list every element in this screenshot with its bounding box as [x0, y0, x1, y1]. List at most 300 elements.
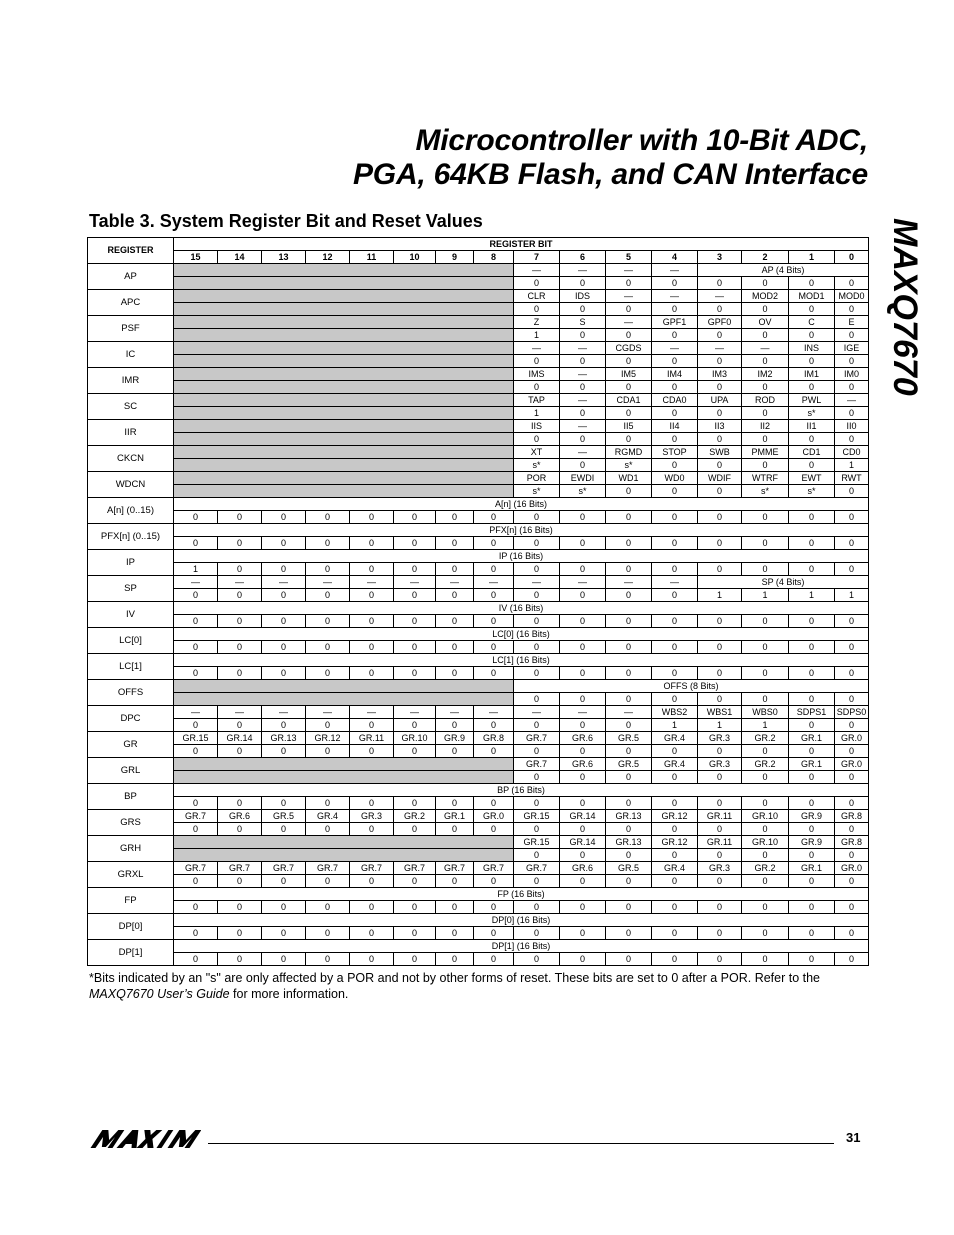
- reset-value-cell: 0: [350, 953, 394, 966]
- reset-value-cell: 0: [742, 771, 789, 784]
- reset-value-cell: 0: [436, 667, 474, 680]
- reset-value-cell: 0: [262, 641, 306, 654]
- reset-value-cell: 0: [560, 667, 606, 680]
- bit-field-cell: IM2: [742, 368, 789, 381]
- reset-value-cell: 0: [652, 485, 698, 498]
- bit-field-cell: XT: [514, 446, 560, 459]
- reset-value-cell: 0: [560, 693, 606, 706]
- reset-value-cell: 0: [474, 901, 514, 914]
- bit-field-cell: GR.9: [789, 836, 835, 849]
- reset-value-cell: 0: [698, 303, 742, 316]
- bit-field-cell: WBS0: [742, 706, 789, 719]
- bit-field-cell: —: [514, 706, 560, 719]
- reset-value-cell: 0: [652, 329, 698, 342]
- reset-value-cell: 0: [742, 459, 789, 472]
- bit-field-cell: GR.11: [350, 732, 394, 745]
- document-title-line-2: PGA, 64KB Flash, and CAN Interface: [353, 158, 868, 191]
- reset-value-cell: 0: [350, 875, 394, 888]
- reset-value-cell: 0: [262, 823, 306, 836]
- bit-field-cell: GR.5: [262, 810, 306, 823]
- bit-field-cell: EWT: [789, 472, 835, 485]
- reset-value-cell: 0: [514, 667, 560, 680]
- bit-field-cell: —: [436, 706, 474, 719]
- bit-field-cell: IP (16 Bits): [174, 550, 869, 563]
- reset-value-cell: 0: [652, 511, 698, 524]
- bit-field-cell: CDA1: [606, 394, 652, 407]
- register-reset-row-sc: [88, 407, 869, 420]
- reset-value-cell: 0: [606, 303, 652, 316]
- reset-value-cell: 0: [606, 329, 652, 342]
- reset-value-cell: 0: [652, 303, 698, 316]
- bit-field-cell: —: [652, 290, 698, 303]
- bit-field-cell: GR.13: [262, 732, 306, 745]
- reset-value-cell: 0: [262, 953, 306, 966]
- register-reset-row-dp-1: [88, 953, 869, 966]
- reset-value-cell: 0: [742, 381, 789, 394]
- unused-bits-cell: [174, 771, 514, 784]
- reset-value-cell: 0: [742, 823, 789, 836]
- bit-field-cell: GR.5: [606, 758, 652, 771]
- reset-value-cell: 0: [789, 511, 835, 524]
- reset-value-cell: 0: [350, 823, 394, 836]
- reset-value-cell: 0: [350, 537, 394, 550]
- bit-field-cell: GR.14: [560, 810, 606, 823]
- reset-value-cell: 0: [652, 433, 698, 446]
- bit-field-cell: —: [560, 446, 606, 459]
- reset-value-cell: 0: [652, 875, 698, 888]
- reset-value-cell: 0: [218, 537, 262, 550]
- bit-field-cell: MOD1: [789, 290, 835, 303]
- reset-value-cell: 0: [835, 797, 869, 810]
- reset-value-cell: 0: [652, 771, 698, 784]
- bit-field-cell: GR.11: [698, 836, 742, 849]
- reset-value-cell: 0: [698, 537, 742, 550]
- reset-value-cell: 0: [789, 797, 835, 810]
- reset-value-cell: 0: [218, 745, 262, 758]
- reset-value-cell: 0: [789, 901, 835, 914]
- reset-value-cell: 0: [560, 823, 606, 836]
- bit-field-cell: GR.7: [174, 862, 218, 875]
- reset-value-cell: 0: [474, 667, 514, 680]
- footnote-text-end: for more information.: [229, 987, 349, 1001]
- register-row-gr: [88, 732, 869, 745]
- bit-field-cell: IM0: [835, 368, 869, 381]
- register-row-a-n-0-15: [88, 498, 869, 511]
- bit-field-cell: GR.12: [652, 810, 698, 823]
- bit-field-cell: MOD0: [835, 290, 869, 303]
- reset-value-cell: 0: [606, 901, 652, 914]
- reset-value-cell: 0: [789, 433, 835, 446]
- reset-value-cell: 0: [835, 875, 869, 888]
- bit-field-cell: GR.7: [514, 758, 560, 771]
- bit-field-cell: GR.13: [606, 810, 652, 823]
- bit-field-cell: —: [394, 706, 436, 719]
- register-row-ckcn: [88, 446, 869, 459]
- reset-value-cell: 0: [742, 875, 789, 888]
- bit-field-cell: SP (4 Bits): [698, 576, 869, 589]
- reset-value-cell: 0: [835, 823, 869, 836]
- unused-bits-cell: [174, 277, 514, 290]
- register-row-imr: [88, 368, 869, 381]
- reset-value-cell: 0: [835, 901, 869, 914]
- reset-value-cell: 0: [436, 745, 474, 758]
- bit-field-cell: GR.0: [835, 862, 869, 875]
- reset-value-cell: 0: [394, 901, 436, 914]
- reset-value-cell: 0: [560, 459, 606, 472]
- reset-value-cell: 0: [789, 355, 835, 368]
- reset-value-cell: 0: [742, 641, 789, 654]
- reset-value-cell: 0: [606, 537, 652, 550]
- reset-value-cell: s*: [789, 485, 835, 498]
- reset-value-cell: 0: [698, 459, 742, 472]
- reset-value-cell: 0: [698, 875, 742, 888]
- reset-value-cell: 0: [560, 433, 606, 446]
- register-row-lc-0: [88, 628, 869, 641]
- bit-field-cell: —: [218, 576, 262, 589]
- bit-field-cell: LC[1] (16 Bits): [174, 654, 869, 667]
- bit-number-header: 3: [698, 251, 742, 264]
- bit-field-cell: —: [218, 706, 262, 719]
- bit-field-cell: —: [606, 316, 652, 329]
- reset-value-cell: 0: [742, 797, 789, 810]
- bit-number-header: 7: [514, 251, 560, 264]
- unused-bits-cell: [174, 407, 514, 420]
- unused-bits-cell: [174, 355, 514, 368]
- reset-value-cell: 1: [652, 719, 698, 732]
- register-row-lc-1: [88, 654, 869, 667]
- reset-value-cell: 0: [698, 381, 742, 394]
- register-row-iir: [88, 420, 869, 433]
- reset-value-cell: 0: [174, 875, 218, 888]
- reset-value-cell: 0: [742, 537, 789, 550]
- reset-value-cell: 0: [698, 511, 742, 524]
- bit-field-cell: GR.3: [698, 758, 742, 771]
- bit-field-cell: FP (16 Bits): [174, 888, 869, 901]
- reset-value-cell: 0: [789, 667, 835, 680]
- register-name: LC[1]: [88, 654, 174, 680]
- register-row-grh: [88, 836, 869, 849]
- bit-field-cell: —: [560, 420, 606, 433]
- reset-value-cell: 0: [652, 953, 698, 966]
- reset-value-cell: 0: [698, 745, 742, 758]
- register-name: IV: [88, 602, 174, 628]
- bit-field-cell: WD0: [652, 472, 698, 485]
- reset-value-cell: 0: [218, 563, 262, 576]
- reset-value-cell: 0: [514, 355, 560, 368]
- register-name: BP: [88, 784, 174, 810]
- reset-value-cell: 0: [560, 615, 606, 628]
- reset-value-cell: 0: [474, 875, 514, 888]
- reset-value-cell: 1: [698, 719, 742, 732]
- bit-field-cell: AP (4 Bits): [698, 264, 869, 277]
- bit-field-cell: —: [560, 706, 606, 719]
- unused-bits-cell: [174, 680, 514, 693]
- reset-value-cell: 0: [742, 303, 789, 316]
- reset-value-cell: 0: [789, 641, 835, 654]
- reset-value-cell: 0: [218, 927, 262, 940]
- reset-value-cell: 0: [742, 615, 789, 628]
- header-row-1: [88, 238, 869, 251]
- unused-bits-cell: [174, 836, 514, 849]
- register-row-bp: [88, 784, 869, 797]
- reset-value-cell: 0: [606, 485, 652, 498]
- reset-value-cell: 0: [652, 355, 698, 368]
- register-name: FP: [88, 888, 174, 914]
- bit-field-cell: —: [652, 264, 698, 277]
- bit-field-cell: —: [514, 576, 560, 589]
- footnote-text: *Bits indicated by an "s" are only affected by a POR and not by other forms of reset. These bits are set to 0 after a POR. Refer to the: [89, 971, 821, 985]
- reset-value-cell: 0: [560, 927, 606, 940]
- reset-value-cell: 0: [606, 355, 652, 368]
- bit-field-cell: IGE: [835, 342, 869, 355]
- bit-field-cell: GR.13: [606, 836, 652, 849]
- register-reset-row-psf: [88, 329, 869, 342]
- register-name: GRS: [88, 810, 174, 836]
- bit-field-cell: —: [262, 576, 306, 589]
- reset-value-cell: 0: [606, 407, 652, 420]
- reset-value-cell: 0: [306, 563, 350, 576]
- bit-field-cell: GR.5: [606, 732, 652, 745]
- register-name: DP[0]: [88, 914, 174, 940]
- reset-value-cell: 0: [262, 537, 306, 550]
- bit-field-cell: GR.4: [306, 810, 350, 823]
- bit-field-cell: GR.8: [835, 810, 869, 823]
- reset-value-cell: 0: [436, 797, 474, 810]
- register-reset-row-imr: [88, 381, 869, 394]
- register-row-pfx-n-0-15: [88, 524, 869, 537]
- maxim-logo: [89, 1128, 201, 1150]
- bit-field-cell: GR.1: [436, 810, 474, 823]
- reset-value-cell: 0: [560, 901, 606, 914]
- reset-value-cell: 0: [174, 953, 218, 966]
- register-reset-row-ip: [88, 563, 869, 576]
- reset-value-cell: 0: [560, 771, 606, 784]
- bit-field-cell: GR.0: [835, 758, 869, 771]
- reset-value-cell: 0: [174, 537, 218, 550]
- reset-value-cell: 0: [306, 641, 350, 654]
- reset-value-cell: 0: [606, 381, 652, 394]
- reset-value-cell: 0: [698, 329, 742, 342]
- reset-value-cell: 0: [174, 823, 218, 836]
- register-row-dpc: [88, 706, 869, 719]
- bit-field-cell: —: [174, 706, 218, 719]
- bit-field-cell: GR.4: [652, 732, 698, 745]
- bit-field-cell: S: [560, 316, 606, 329]
- register-reset-row-iv: [88, 615, 869, 628]
- reset-value-cell: 0: [560, 277, 606, 290]
- register-reset-row-apc: [88, 303, 869, 316]
- bit-field-cell: GR.6: [218, 810, 262, 823]
- reset-value-cell: 0: [436, 563, 474, 576]
- bit-field-cell: —: [350, 576, 394, 589]
- reset-value-cell: 0: [436, 953, 474, 966]
- unused-bits-cell: [174, 446, 514, 459]
- register-row-wdcn: [88, 472, 869, 485]
- bit-field-cell: —: [306, 576, 350, 589]
- bit-field-cell: GR.2: [742, 758, 789, 771]
- register-row-ap: [88, 264, 869, 277]
- bit-field-cell: GR.7: [514, 862, 560, 875]
- bit-field-cell: GR.9: [436, 732, 474, 745]
- reset-value-cell: 0: [262, 745, 306, 758]
- bit-number-header: 8: [474, 251, 514, 264]
- reset-value-cell: 0: [218, 719, 262, 732]
- reset-value-cell: 0: [698, 953, 742, 966]
- bit-field-cell: GR.12: [306, 732, 350, 745]
- register-name: CKCN: [88, 446, 174, 472]
- reset-value-cell: 0: [306, 901, 350, 914]
- reset-value-cell: 0: [835, 771, 869, 784]
- unused-bits-cell: [174, 472, 514, 485]
- bit-field-cell: GR.9: [789, 810, 835, 823]
- table-footnote: [89, 970, 869, 1002]
- bit-field-cell: —: [606, 290, 652, 303]
- reset-value-cell: 0: [262, 511, 306, 524]
- reset-value-cell: 1: [742, 589, 789, 602]
- reset-value-cell: 0: [350, 901, 394, 914]
- reset-value-cell: 0: [262, 615, 306, 628]
- reset-value-cell: 0: [742, 953, 789, 966]
- reset-value-cell: 0: [560, 589, 606, 602]
- register-row-iv: [88, 602, 869, 615]
- footer-rule: [208, 1143, 834, 1144]
- reset-value-cell: 0: [652, 277, 698, 290]
- reset-value-cell: 0: [514, 823, 560, 836]
- register-name: APC: [88, 290, 174, 316]
- reset-value-cell: 0: [560, 537, 606, 550]
- bit-field-cell: GR.6: [560, 758, 606, 771]
- bit-field-cell: —: [514, 264, 560, 277]
- register-column-header: REGISTER: [88, 238, 174, 264]
- bit-field-cell: —: [560, 342, 606, 355]
- bit-field-cell: IDS: [560, 290, 606, 303]
- bit-field-cell: GR.15: [514, 836, 560, 849]
- reset-value-cell: 0: [350, 797, 394, 810]
- reset-value-cell: 0: [306, 589, 350, 602]
- reset-value-cell: 0: [835, 693, 869, 706]
- reset-value-cell: 0: [560, 511, 606, 524]
- bit-field-cell: II3: [698, 420, 742, 433]
- reset-value-cell: 0: [698, 485, 742, 498]
- register-reset-row-sp: [88, 589, 869, 602]
- unused-bits-cell: [174, 693, 514, 706]
- unused-bits-cell: [174, 758, 514, 771]
- register-name: IIR: [88, 420, 174, 446]
- bit-field-cell: GR.1: [789, 758, 835, 771]
- bit-number-header: 1: [789, 251, 835, 264]
- bit-field-cell: GR.14: [218, 732, 262, 745]
- reset-value-cell: 0: [306, 537, 350, 550]
- reset-value-cell: 0: [350, 745, 394, 758]
- reset-value-cell: s*: [514, 459, 560, 472]
- bit-field-cell: GR.11: [698, 810, 742, 823]
- register-name: LC[0]: [88, 628, 174, 654]
- bit-field-cell: II2: [742, 420, 789, 433]
- reset-value-cell: 0: [560, 563, 606, 576]
- reset-value-cell: 0: [350, 511, 394, 524]
- reset-value-cell: 0: [698, 355, 742, 368]
- reset-value-cell: 0: [698, 407, 742, 420]
- reset-value-cell: 1: [742, 719, 789, 732]
- register-reset-row-lc-0: [88, 641, 869, 654]
- bit-field-cell: GR.12: [652, 836, 698, 849]
- bit-field-cell: TAP: [514, 394, 560, 407]
- reset-value-cell: 0: [474, 927, 514, 940]
- bit-field-cell: —: [474, 576, 514, 589]
- reset-value-cell: 0: [789, 927, 835, 940]
- reset-value-cell: 0: [606, 771, 652, 784]
- bit-field-cell: A[n] (16 Bits): [174, 498, 869, 511]
- reset-value-cell: 0: [474, 563, 514, 576]
- reset-value-cell: 0: [262, 797, 306, 810]
- bit-field-cell: IM4: [652, 368, 698, 381]
- bit-field-cell: —: [394, 576, 436, 589]
- register-name: PFX[n] (0..15): [88, 524, 174, 550]
- reset-value-cell: 0: [835, 433, 869, 446]
- reset-value-cell: 0: [514, 719, 560, 732]
- bit-field-cell: GR.7: [514, 732, 560, 745]
- reset-value-cell: s*: [789, 407, 835, 420]
- reset-value-cell: 0: [514, 693, 560, 706]
- reset-value-cell: 0: [652, 927, 698, 940]
- bit-field-cell: —: [652, 576, 698, 589]
- reset-value-cell: 0: [514, 849, 560, 862]
- reset-value-cell: 0: [560, 953, 606, 966]
- reset-value-cell: 0: [514, 433, 560, 446]
- reset-value-cell: 0: [698, 615, 742, 628]
- bit-field-cell: —: [835, 394, 869, 407]
- bit-field-cell: ROD: [742, 394, 789, 407]
- register-name: GR: [88, 732, 174, 758]
- footnote-guide-title: MAXQ7670 User’s Guide: [89, 987, 230, 1001]
- reset-value-cell: 1: [835, 589, 869, 602]
- register-table: [87, 237, 869, 966]
- reset-value-cell: 0: [835, 381, 869, 394]
- register-reset-row-dpc: [88, 719, 869, 732]
- reset-value-cell: 0: [474, 537, 514, 550]
- reset-value-cell: 0: [835, 849, 869, 862]
- reset-value-cell: 0: [436, 901, 474, 914]
- reset-value-cell: 0: [394, 589, 436, 602]
- bit-field-cell: —: [606, 264, 652, 277]
- bit-field-cell: SWB: [698, 446, 742, 459]
- bit-field-cell: CLR: [514, 290, 560, 303]
- side-part-number-text: MAXQ7670: [886, 218, 924, 396]
- bit-field-cell: —: [560, 394, 606, 407]
- register-name: DP[1]: [88, 940, 174, 966]
- reset-value-cell: 0: [742, 745, 789, 758]
- reset-value-cell: 0: [606, 667, 652, 680]
- register-bit-header: REGISTER BIT: [174, 238, 869, 251]
- reset-value-cell: 0: [606, 823, 652, 836]
- register-table-body: [88, 264, 869, 966]
- bit-field-cell: EWDI: [560, 472, 606, 485]
- reset-value-cell: 0: [835, 329, 869, 342]
- reset-value-cell: 0: [262, 563, 306, 576]
- bit-field-cell: OFFS (8 Bits): [514, 680, 869, 693]
- reset-value-cell: 0: [436, 875, 474, 888]
- reset-value-cell: 0: [652, 589, 698, 602]
- bit-field-cell: STOP: [652, 446, 698, 459]
- reset-value-cell: 0: [789, 563, 835, 576]
- register-name: A[n] (0..15): [88, 498, 174, 524]
- register-name: IC: [88, 342, 174, 368]
- reset-value-cell: 0: [394, 823, 436, 836]
- bit-field-cell: IIS: [514, 420, 560, 433]
- reset-value-cell: 0: [652, 797, 698, 810]
- reset-value-cell: 1: [514, 329, 560, 342]
- register-row-dp-0: [88, 914, 869, 927]
